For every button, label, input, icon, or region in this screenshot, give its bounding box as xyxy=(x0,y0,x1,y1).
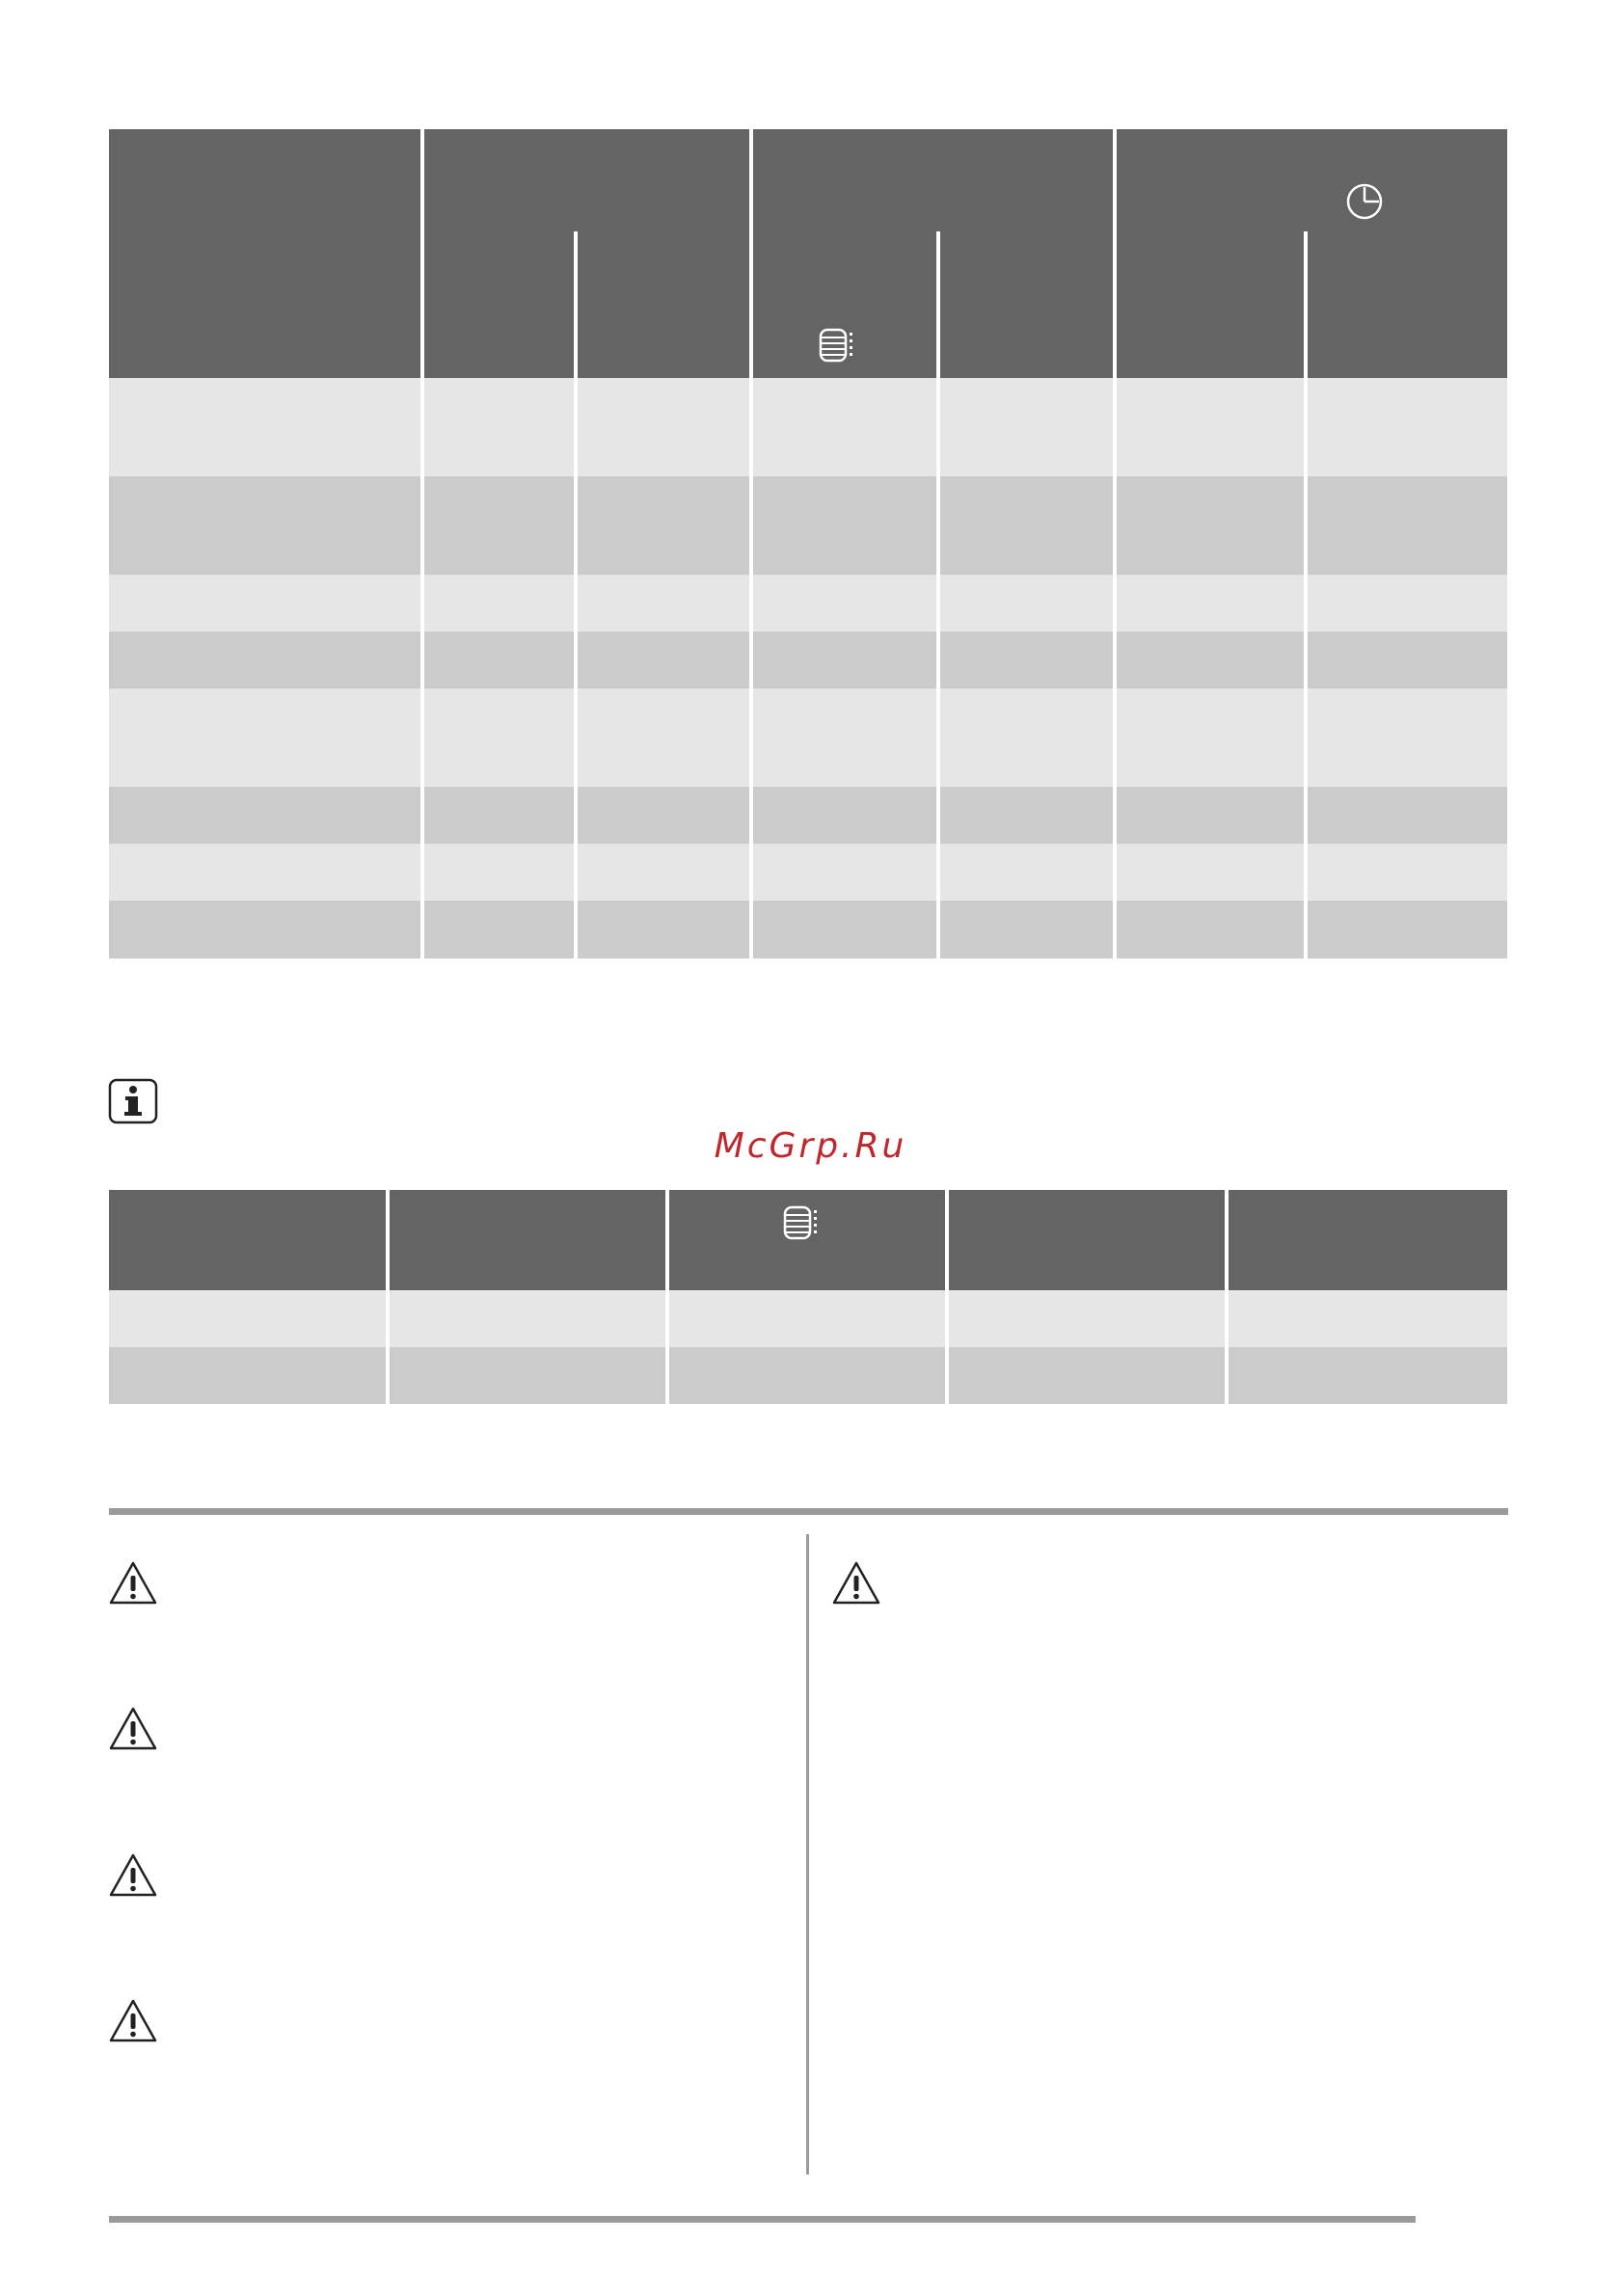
info-icon xyxy=(108,1078,158,1124)
table-row xyxy=(109,1347,1507,1404)
column-divider xyxy=(1113,129,1117,959)
column-divider xyxy=(665,1190,669,1404)
warning-icon xyxy=(108,1998,158,2044)
warning-icon xyxy=(831,1560,881,1607)
table-row xyxy=(109,1290,1507,1347)
table-row xyxy=(109,844,1507,901)
subcolumn-divider xyxy=(1304,231,1308,959)
subcolumn-divider xyxy=(574,231,578,959)
warning-icon xyxy=(108,1852,158,1899)
table-row xyxy=(109,575,1507,632)
table-row xyxy=(109,901,1507,959)
table-row xyxy=(109,476,1507,575)
column-separator xyxy=(806,1534,809,2174)
subcolumn-divider xyxy=(936,231,940,959)
footer-rule xyxy=(109,2216,1416,2223)
table-1-header xyxy=(109,129,1507,378)
table-row xyxy=(109,632,1507,689)
column-divider xyxy=(420,129,424,959)
column-divider xyxy=(945,1190,949,1404)
table-row xyxy=(109,378,1507,476)
section-divider xyxy=(109,1508,1508,1515)
clock-icon xyxy=(1344,181,1385,222)
warning-icon xyxy=(108,1560,158,1607)
column-divider xyxy=(386,1190,390,1404)
table-row xyxy=(109,787,1507,844)
warning-icon xyxy=(108,1706,158,1752)
watermark: McGrp.Ru xyxy=(714,1126,907,1166)
shelf-position-icon xyxy=(783,1205,820,1240)
table-2 xyxy=(109,1190,1507,1404)
shelf-position-icon xyxy=(819,328,855,363)
column-divider xyxy=(1225,1190,1229,1404)
table-row xyxy=(109,689,1507,787)
column-divider xyxy=(749,129,753,959)
table-1 xyxy=(109,129,1507,959)
